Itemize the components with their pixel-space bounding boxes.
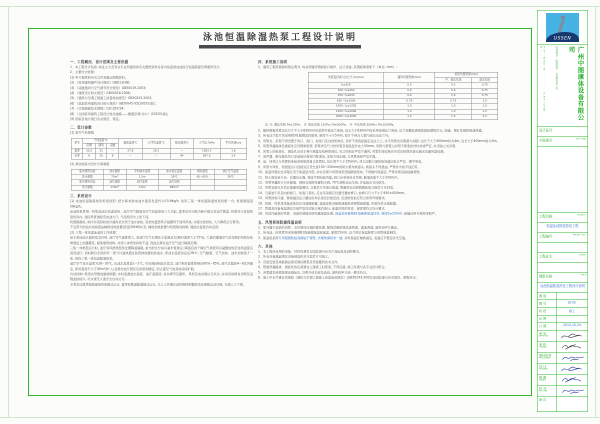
field-label-cn: 工程编号 [539, 234, 553, 239]
field-value [538, 263, 588, 265]
field-label [538, 213, 588, 219]
keyplan-label [538, 137, 588, 143]
table-row [308, 72, 498, 77]
signature-label-cn: 校 对 [539, 387, 547, 391]
text-run: 3、保温板采用 [258, 236, 279, 240]
table-row [71, 138, 247, 143]
table-cell [190, 185, 214, 190]
company-logo [546, 13, 579, 42]
remark-value [557, 396, 588, 411]
text-run: 10、保温风管的支吊架应设于保温层外部, 并在吊架与风管间垫坚固隔热垫块, 不得破坏保温层, 严禁吊架直接接触管壁。 [258, 170, 423, 175]
text-run: 6、风管上的检查孔、测定孔应设于便于测量及检修的部位, 孔口结构应严密不漏风; 风管系统安装完毕后应按规范进行漏光及漏风量检测。 [258, 149, 447, 154]
title-block-inner [537, 10, 588, 412]
table-cell: 0.6 [384, 88, 435, 93]
data-table [71, 169, 247, 191]
table-cell: 池水面积 [103, 169, 126, 174]
text-run: 机组除湿时, 制冷系统回收的冷凝热优先用于池水加热, 其余热量经风冷凝器用于送风再热, 实现全热回收, 大大降低运行费用。 [70, 220, 242, 224]
text-run: (8) 《全国民用建筑工程设计技术措施——暖通空调·动力》(2003年版); [70, 112, 169, 116]
table-cell: 630＜b≤1000 [308, 99, 384, 104]
table-cell: 设计参数 [71, 175, 103, 180]
table-cell: 75m² [103, 175, 126, 180]
table-cell: 1.4 [220, 154, 247, 159]
signature-row [538, 385, 588, 396]
data-table [308, 72, 498, 120]
table-cell: 冬季 [71, 154, 83, 159]
info-row [538, 308, 588, 316]
text-run: , 并用保温钉辅助固定, 表面应平整密实无空鼓。 [342, 236, 409, 240]
table-cell: 0.75 [472, 88, 498, 93]
text-run: 2、所有设备基础须在设备到货核对无误后方可施工。 [258, 255, 332, 259]
remark-label: 备 注 [538, 396, 557, 411]
outer-trim-line [0, 417, 600, 418]
text-run: 冬季及过渡季按除湿热回收模式运行, 夏季按降温除湿模式运行, 以上工作模式由机组控制器按设定参数自动切换, 无须人工干预。 [70, 282, 247, 287]
field-value [538, 243, 588, 245]
revision-text: 保温采用难燃B1级橡塑保温材料, 厚度δ≥25mm [335, 212, 402, 216]
left-text-column [70, 54, 254, 392]
signature-row [538, 352, 588, 363]
text-run: (1) 室外气象参数 [70, 131, 94, 135]
table-cell: 1.2 [435, 114, 472, 119]
text-run: (2) 《民用建筑隔声设计规范》GBJ118-88; [70, 81, 130, 85]
table-cell: 2000＜b≤4000 [308, 114, 384, 119]
signature-label-en: DESIGNED [539, 368, 548, 371]
text-run: 9、风管与风机、机组进出口连接处应设长度150~250mm的防火帆布软接头, 软接头不得扭曲, 严禁作为找平找正用。 [258, 165, 421, 169]
text-run: (4) 《建筑设计防火规范》GB50016-2006; [70, 91, 131, 96]
data-table [71, 138, 247, 160]
table-cell: 0.6 [435, 93, 472, 98]
table-cell: 1.8 [220, 149, 247, 154]
text-run: 7、消声器、静压箱及风口安装前应保持内壁清洁, 安装方向正确, 与风管连接严密牢固。 [258, 154, 379, 159]
text-run: 4、风管支、吊架不得设置于风口、阀门、检查门及自控机构处, 吊杆不得直接固定在法兰上, 水平风管支吊架最大间距: 边长不大于400mm时为4m, 边长大于400mm时为3m。 [258, 139, 500, 143]
paragraph [70, 262, 253, 272]
table-cell: 圆形风管壁厚(mm) [384, 72, 435, 83]
field-label-row [538, 233, 588, 243]
paragraph [70, 272, 253, 282]
table-row [71, 154, 247, 159]
text-run: 11、防火阀安装方向、位置应正确, 易熔片朝向迎风面, 阀门应单独设支吊架, 距墙表面不大于200mm。 [258, 175, 401, 180]
info-value: 施工 [568, 309, 576, 313]
text-run: 3、设备安装及减振做法参见国标图集及设备随机技术文件。 [258, 260, 341, 264]
text-run: 2、镀锌钢板风管边长尺寸不大于630mm时采用共板法兰连接, 边长大于630mm时采用角钢法兰连接, 法兰及螺栓规格按国标图集执行, 咬缝、铆钉处刷防锈漆两道。 [258, 128, 485, 133]
paragraph [70, 246, 253, 262]
table-cell: 干球温度℃ [83, 138, 119, 143]
table-cell: 0.75 [435, 99, 472, 104]
table-cell: 矩形风管壁厚(mm) [435, 72, 498, 77]
table-cell: 池厅空气温度 [215, 169, 247, 174]
text-run: 由于游泳池水面的蒸发作用, 池厅空气湿度很大, 若池厅空气长期处于高湿状态(相对湿度大于75%), 大量的潮湿空气会在围护结构及装修面层上结露霉变, 腐蚀建筑结构, 并使人体感觉闷热不适, 因此必须对池厅空气进行除湿处理。 [70, 236, 253, 245]
info-value: JS-02 [568, 300, 576, 305]
text-run: (2) 三集一体恒温泳池的工作原理: [70, 230, 117, 235]
signature-cell [557, 341, 588, 352]
table-cell: — [142, 154, 170, 159]
table-cell: 33.5 [83, 149, 95, 154]
info-label: 图 号 [538, 300, 557, 307]
table-cell: 池厅高度 [126, 180, 158, 185]
table-cell: 高压系统 [472, 78, 498, 83]
text-run: 注: ①. 微压系统 P≤125Pa; ②. 低压系统 125Pa＜P≤500Pa; ③. 中压系统 500Pa＜P≤1500Pa。 [265, 123, 397, 127]
table-cell: 27.8 [118, 149, 142, 154]
text-run: 1、室外露天安装的风管、支吊架均应做防腐处理, 除锈后刷防锈底漆两道、面漆两道, 颜色由甲方确定。 [258, 225, 401, 230]
table-cell: 44 [170, 154, 193, 159]
text-run: 15、风管的咬口缝、铆接缝及法兰翻边处均应涂密封胶密封, 密封胶性能应符合使用环境要求。 [258, 196, 388, 201]
keyplan-cn: 平面索引 [539, 138, 553, 143]
table-cell: 450＜b≤630 [308, 93, 384, 98]
signature-row [538, 330, 588, 341]
paragraph [70, 131, 253, 136]
right-column-content [258, 59, 531, 281]
signature-label-cn: 审 核 [539, 343, 547, 347]
table-cell: 10 [95, 154, 107, 159]
info-value [557, 315, 588, 322]
brand-text: USSEN [553, 35, 572, 41]
title-block [537, 10, 588, 412]
field-label-row [538, 213, 588, 223]
table-cell: 0.75 [472, 93, 498, 98]
table-cell: 1.5m [126, 175, 158, 180]
text-run: 1、通风工程风管除特别注明外, 均采用镀锌钢板咬口制作、法兰连接, 其钢板厚度如下（单位: mm）: [258, 65, 397, 69]
text-run: (1) 泳池恒温除湿热泵机组选型: 经计算本游泳池水面蒸发量约为15.6kg/h, 选用三集一体恒温除湿热泵机组一台, 机组除湿量56kg/h。 [70, 199, 253, 209]
paragraph [258, 65, 531, 70]
keyplan-box [538, 147, 588, 213]
text-run: 8、送、回风口与风管的连接采用铝箔复合软管时, 其长度不大于150mm, 风口边框与建筑装饰面应贴合严密、横平竖直。 [258, 160, 425, 164]
table-cell: — [107, 149, 119, 154]
signature-cell [557, 385, 588, 396]
table-cell: 采暖 [107, 143, 119, 148]
text-run: 4、管道穿越墙体、楼板处的孔洞须在土建施工时预留, 不得后凿, 施工时须与各专业密切配合。 [258, 265, 388, 270]
table-cell: 3.6m [126, 185, 158, 190]
text-run: 一、工程概况、设计范围及主要依据 [70, 60, 129, 64]
text-run: 1、本工程设计包括: 按业主方及有关专业所提供的有关图纸资料对室内恒温游泳池进行恒温除湿空调通风设计。 [70, 65, 223, 69]
signature-label [538, 385, 557, 396]
text-run: (1) 甲方提供的有关文件及确认图纸资料。 [70, 75, 128, 80]
paragraph [70, 199, 253, 209]
field-label-cn: 工程业主 [539, 254, 553, 259]
signature-label [538, 341, 557, 352]
table-cell: 通风 [95, 143, 107, 148]
paragraph [258, 212, 531, 217]
info-label: 阶 段 [538, 308, 557, 315]
section-heading [70, 59, 253, 64]
table-cell: 1003.5 [193, 149, 220, 154]
field-label-en: PROJECT [577, 213, 586, 216]
field-value: 恒温泳池除湿热泵工程 [546, 224, 579, 228]
table-cell: 31 [95, 149, 107, 154]
left-column-content [70, 59, 253, 288]
table-cell: 室内使用功能 [71, 180, 103, 185]
table-cell: 池厅容积 [158, 180, 190, 185]
table-cell: 1250＜b≤2000 [308, 109, 384, 114]
signature-label-en: PROOFED [539, 390, 548, 393]
table-cell: 28℃ [215, 175, 247, 180]
text-run: 不足部分的池水加热量由辅助加热装置(容量30kW)补充, 辅助加热装置与机组联动控制, 随池水温度自动启停。 [70, 225, 222, 230]
field-value: 泳池恒温除湿热泵工程设计说明 [540, 284, 585, 288]
text-run: , 接缝处用专用胶带贴严。 [401, 212, 438, 216]
field-label-en: TITLE [580, 273, 586, 276]
text-run: 池厅空气设计温度为28~30℃, 比池水温度高1~2℃, 可有效抑制池水蒸发; 池厅相对湿度控制在60%~65%, 换气次数按4~6次/h确定, 新风量按不小于30m³/(h·人)且维持池厅微负压的原则确定, 防止湿空气向其他房间扩散。 [70, 262, 253, 271]
table-cell: 28℃ [158, 175, 190, 180]
text-run: 16、机组、风机等设备安装时应设减振装置, 落地安装设橡胶减振垫或弹簧减振器, 吊装设吊式减振器。 [258, 201, 399, 206]
table-cell: 平均池水深度 [126, 169, 158, 174]
signature-row [538, 374, 588, 385]
table-cell: 风管直径或大边长尺寸b(mm) [308, 72, 384, 83]
field-label-cn: 图纸名称 [539, 274, 553, 279]
table-cell: 320＜b≤450 [308, 88, 384, 93]
text-run: 四、系统施工说明 [258, 60, 288, 64]
text-run: 17、管道及设备保温须在系统严密性试验合格后进行, 保温材料的材质、厚度须符合设计要求。 [258, 207, 388, 211]
signature-label-en: PROJ LEADER [539, 357, 551, 360]
table-cell: 中、低压系统 [435, 78, 472, 83]
info-label: 图 别 [538, 293, 557, 300]
info-row [538, 293, 588, 301]
field-label [538, 273, 588, 279]
paragraph [258, 276, 531, 281]
remark-row [538, 396, 588, 411]
page-title-text: 泳池恒温除湿热泵工程设计说明 [199, 30, 361, 46]
info-value [557, 293, 588, 300]
text-run: 3、所有法兰垫片均采用8501阻燃密封胶带, 厚度不小于5mm, 垫片不得凸入管内或凸出法兰外。 [258, 134, 392, 138]
paragraph [70, 210, 253, 220]
page-title [28, 30, 532, 46]
table-cell: 1.0 [384, 109, 435, 114]
text-run: 1、本工程所选用的设备、材料均须符合国家现行有关产品标准及消防要求。 [258, 250, 363, 254]
signature-cell [557, 374, 588, 385]
section-heading [70, 193, 253, 198]
section-heading [258, 59, 531, 64]
cert-label [538, 127, 588, 133]
text-run: (5) 《通风与空调工程施工质量验收规范》GB50243-2002; [70, 96, 153, 101]
handwritten-signature [559, 352, 587, 362]
table-cell: 1000＜b≤1250 [308, 104, 384, 109]
info-row [538, 300, 588, 308]
table-cell: 28.1 [142, 149, 170, 154]
signature-label-en: VERIFIED [539, 346, 547, 349]
info-label: 比 例 [538, 315, 557, 322]
table-cell: 685m³ [158, 185, 190, 190]
field-value-row [538, 223, 588, 233]
table-cell: b≤320 [308, 83, 384, 88]
company-contact-text: Tel:020-8······· Fax:020-8······· [540, 46, 546, 116]
company-name: 广州中图康体设备有限公司 [568, 46, 585, 121]
text-run: 三、系统设计 [70, 194, 92, 199]
text-run: 6、施工中未尽事宜均须按《通风与空调工程施工质量验收规范》(GB50243-2002)及国家现行有关规范、规程执行。 [258, 276, 419, 280]
field-label [538, 253, 588, 259]
text-run: (2) 游泳馆室内设计计算参数 [70, 162, 110, 166]
field-value-row [538, 283, 588, 293]
paragraph [70, 117, 253, 122]
text-run: 设计证号 [539, 128, 553, 133]
right-text-column [258, 54, 532, 392]
signature-cell [557, 352, 588, 363]
table-cell: 0.75 [384, 99, 435, 104]
text-run: (3) 《采暖通风与空气调节设计规范》GB50019-2003; [70, 86, 147, 90]
outer-trim-line [595, 6, 596, 418]
text-run: 三集一体机组运行时, 池厅回风经机组蒸发器降温除湿, 析出的水分由冷凝水管排走; 降温后的干燥空气再经风冷凝器加热至送风温度后送回池厅, 同时制冷系统的另一部分冷凝热通过钛管换热器加热池水, 使池水温度恒定在28℃, 空气除湿、空气加热、池水加热集于一体, 故称三集一体恒温除湿热泵。 [70, 246, 253, 261]
table-cell: 平均风速m/s [220, 138, 247, 149]
info-value: 2013-10-24 [563, 323, 581, 328]
field-label-cn: 工程名称 [539, 214, 553, 219]
signature-label-cn: 项目负责 [539, 354, 552, 358]
text-run: 12、风管穿越防火分区隔墙、楼板处按图设置防火阀, 70℃熔断自动关闭, 并能输出关闭信号。 [258, 180, 388, 185]
signature-row [538, 341, 588, 352]
signature-cell [557, 363, 588, 374]
paragraph [258, 236, 531, 241]
signature-label-en: DRAWN [539, 379, 546, 382]
cert-row [538, 127, 588, 137]
handwritten-signature [559, 363, 587, 373]
text-run: 5、风管穿越墙体及楼板处应设钢制套管, 套管净空尺寸较风管及保温层外皮大50mm, 风管与套管之间用不燃柔性材料封堵严密, 并设独立支吊架。 [258, 144, 459, 149]
signature-label-cn: 设 计 [539, 365, 547, 369]
handwritten-signature [559, 341, 587, 351]
table-cell: 1.2 [472, 114, 498, 119]
outer-trim-line [0, 6, 600, 7]
table-cell: 170m² [103, 185, 126, 190]
info-label: 日 期 [538, 323, 557, 330]
table-cell: — [118, 154, 142, 159]
handwritten-signature [559, 374, 587, 384]
table-cell: 日平均温度℃ [142, 138, 170, 149]
text-run: 自动控制: 机组自带微电脑控制器, 实时监测池水温度、池厅温湿度, 自动调节压缩机、风机及电动阀运行状态, 并具有故障自诊断及远程监控接口, 可实现无人值守全自动运行。 [70, 272, 253, 282]
table-cell [215, 185, 247, 190]
section-heading [258, 244, 531, 249]
outer-trim-line [8, 6, 9, 418]
signature-label-cn: 制 图 [539, 376, 547, 380]
table-cell: 0.6 [435, 88, 472, 93]
text-run: 14、凡暗装于吊顶内的阀门、检查门等处, 应在吊顶相应位置设置检修口, 检修口尺寸不小于450×450mm。 [258, 191, 407, 195]
table-cell: 池厅面积 [103, 180, 126, 185]
signature-label [538, 330, 557, 341]
table-cell: 8 [107, 154, 119, 159]
field-label-row [538, 253, 588, 263]
table-cell: 设计参数 [71, 185, 103, 190]
section-heading [258, 219, 531, 224]
text-run: 5、各管道系统须按规定做标识, 注明介质名称及流向, 颜色按甲方统一要求执行。 [258, 270, 370, 275]
table-note [265, 122, 531, 127]
signature-label [538, 352, 557, 363]
table-cell: 湿球温度℃ [118, 138, 142, 149]
text-run: 2、所有送、回风管均采用难燃B1级橡塑保温板保温, 厚度25mm, 法兰部位保温厚度与风管保温相同。 [258, 231, 399, 235]
table-cell: 1.2 [472, 109, 498, 114]
section-heading [70, 125, 253, 130]
field-label-en: CLIENT [578, 253, 586, 256]
field-label [538, 233, 588, 239]
table-cell: 0.5 [384, 83, 435, 88]
table-cell: 997.6 [193, 154, 220, 159]
table-cell: 相对湿度% [170, 138, 193, 149]
table-cell: 空调 [83, 143, 95, 148]
table-cell: 池水恒定温度 [158, 169, 190, 174]
field-label-row [538, 273, 588, 283]
paragraph [70, 282, 253, 287]
table-cell: 0.6 [384, 93, 435, 98]
table-cell: 1.0 [435, 109, 472, 114]
paragraph [70, 236, 253, 246]
signature-label-en: APPROVED [539, 335, 549, 338]
table-row [308, 114, 498, 119]
text-run: (7) 《水泵隔振技术规程》CECS59:94; [70, 107, 125, 111]
table-cell: 6 [83, 154, 95, 159]
text-run: (9) 国家及地方现行有关规范、规定。 [70, 117, 122, 122]
field-value-row [538, 263, 588, 273]
text-run: 2、主要设计依据: [70, 70, 95, 75]
handwritten-signature [559, 385, 587, 395]
text-run: 六、其他 [258, 244, 273, 249]
signature-label [538, 363, 557, 374]
field-value-row [538, 243, 588, 253]
signature-cell [557, 330, 588, 341]
field-label-en: PROJECT NO. [573, 233, 586, 236]
table-cell: 1.0 [472, 104, 498, 109]
table-cell: 季节 [71, 138, 83, 149]
info-row [538, 323, 588, 331]
table-cell: 0.75 [472, 83, 498, 88]
table-cell: 1.0 [384, 104, 435, 109]
text-run: 五、风管系统防腐保温说明 [258, 220, 302, 225]
table-cell: 60~65% [190, 175, 214, 180]
revision-text: 专用阻燃胶粘剂满粘于管壁, 外缠玻璃丝布一道 [278, 236, 343, 240]
keyplan-row [538, 137, 588, 147]
handwritten-signature [559, 330, 587, 340]
company-logo-row [538, 11, 588, 45]
table-cell: 1.0 [472, 99, 498, 104]
signature-label [538, 374, 557, 385]
signature-row [538, 363, 588, 374]
company-name-row [538, 45, 588, 127]
text-run: 泳池热泵机组一机集成池水恒温加热、池厅空气除湿及空气恒温加热三大功能, 夏季还可切换为制冷模式对池厅降温, 机组设于首层热泵机房内, 送回风管道接至泳池大厅, 气流组织为上送下回。 [70, 210, 253, 219]
table-cell: 0.5 [435, 83, 472, 88]
text-run: 13、风管安装完毕后应做漏风量测试, 合格后方可进行保温; 隐蔽部位应经隐蔽验收合格后方可封闭。 [258, 186, 396, 190]
info-row [538, 315, 588, 323]
table-cell: 夏季 [71, 149, 83, 154]
company-tagline-text: 恒温泳池·除湿热泵·水处理设备工程 [555, 46, 558, 91]
paragraph [70, 162, 253, 167]
table-cell: 大气压力hPa [193, 138, 220, 149]
table-cell: 相对湿度 [190, 169, 214, 174]
keyplan-en: KEY PLAN [576, 137, 586, 140]
text-run: 18、吊顶内暗装的风管、设备均须做好防结露保温处理, [258, 212, 336, 216]
table-cell: — [170, 149, 193, 154]
cert-value: ···· [583, 127, 586, 130]
table-row [71, 185, 247, 190]
table-cell: 1.0 [435, 104, 472, 109]
text-run: 二、设计参数 [70, 125, 92, 130]
table-cell: 室内使用功能 [71, 169, 103, 174]
text-run: (6) 《高层民用建筑设计防火规范》GB50045-95(2005年版); [70, 101, 156, 106]
table-cell: 1.2 [384, 114, 435, 119]
signature-label-cn: 审 定 [539, 332, 547, 336]
